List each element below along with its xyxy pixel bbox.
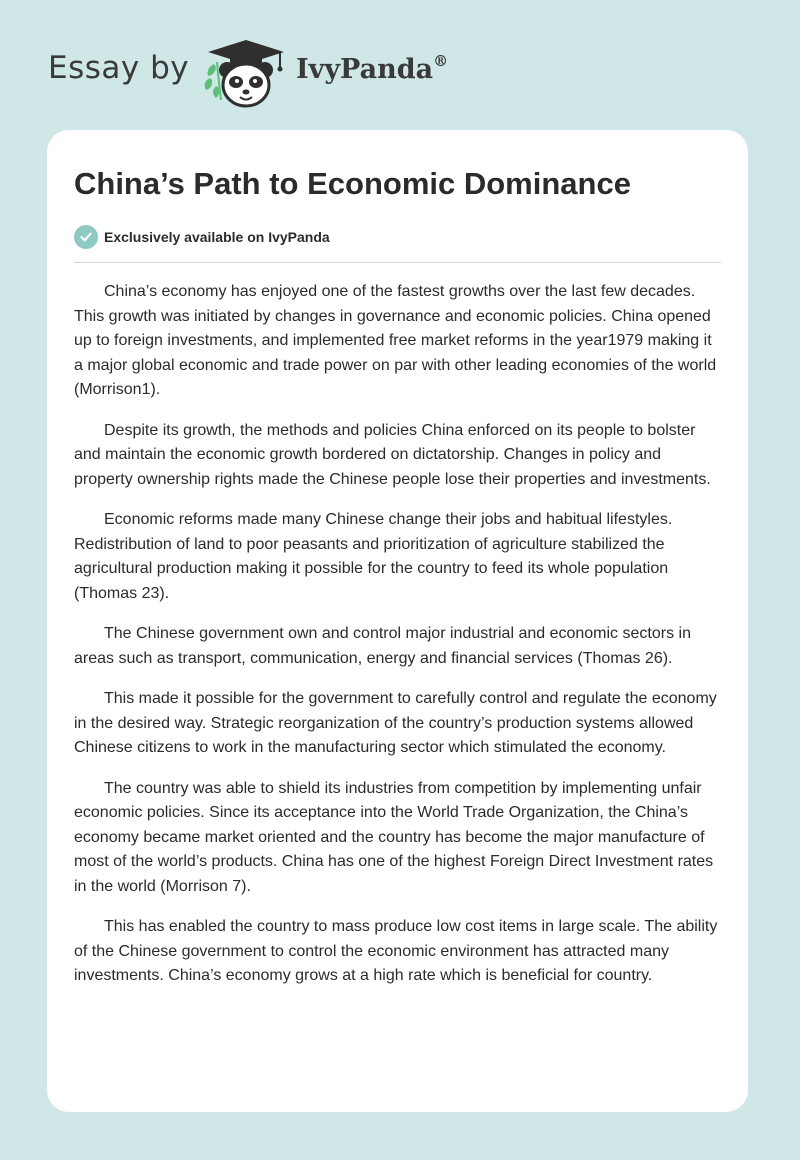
essay-body [74, 280, 721, 989]
registered-mark: ® [433, 52, 449, 70]
divider [74, 262, 721, 263]
essay-paragraph: Economic reforms made many Chinese change their jobs and habitual lifestyles. Redistribution of land to poor peasants and prioritization of agriculture stabilized the agricultural production making it possible for the country to feed its whole population (Thomas 23). [74, 511, 673, 602]
essay-paragraph: China’s economy has enjoyed one of the fastest growths over the last few decades. This growth was initiated by changes in governance and economic policies. China opened up to foreign investments, and implemented free market reforms in the year1979 making it a major global economic and trade power on par with other leading economies of the world (Morrison1). [74, 283, 717, 398]
essay-paragraph: This has enabled the country to mass produce low cost items in large scale. The ability of the Chinese government to control the economic environment has attracted many investments. China’s economy grows at a high rate which is beneficial for country. [74, 918, 718, 984]
panda-graduate-icon [200, 34, 292, 110]
site-header [0, 0, 800, 130]
essay-paragraph: This made it possible for the government to carefully control and regulate the economy in the desired way. Strategic reorganization of the country’s production systems allowed Chinese citizens to work in the manufacturing sector which stimulated the economy. [74, 690, 717, 756]
brand-name: IvyPanda [296, 54, 434, 85]
exclusive-label: Exclusively available on IvyPanda [104, 229, 330, 245]
essay-card [47, 130, 748, 1112]
essay-paragraph: The country was able to shield its industries from competition by implementing unfair economic policies. Since its acceptance into the World Trade Organization, the China’s economy became market oriented and the country has become the major manufacture of most of the world’s products. China has one of the highest Foreign Direct Investment rates in the world (Morrison 7). [74, 779, 714, 895]
page-title: China’s Path to Economic Dominance [74, 166, 631, 201]
ivy-leaf-icon [205, 62, 221, 100]
brand-logo-text[interactable] [296, 54, 448, 85]
essay-paragraph: The Chinese government own and control major industrial and economic sectors in areas such as transport, communication, energy and financial services (Thomas 26). [74, 625, 691, 667]
exclusive-badge [74, 224, 721, 250]
check-icon [74, 225, 98, 249]
essay-paragraph: Despite its growth, the methods and policies China enforced on its people to bolster and maintain the economic growth bordered on dictatorship. Changes in policy and property ownership rights made the Chinese people lose their properties and investments. [74, 421, 711, 488]
essay-by-label: Essay by [48, 50, 190, 86]
